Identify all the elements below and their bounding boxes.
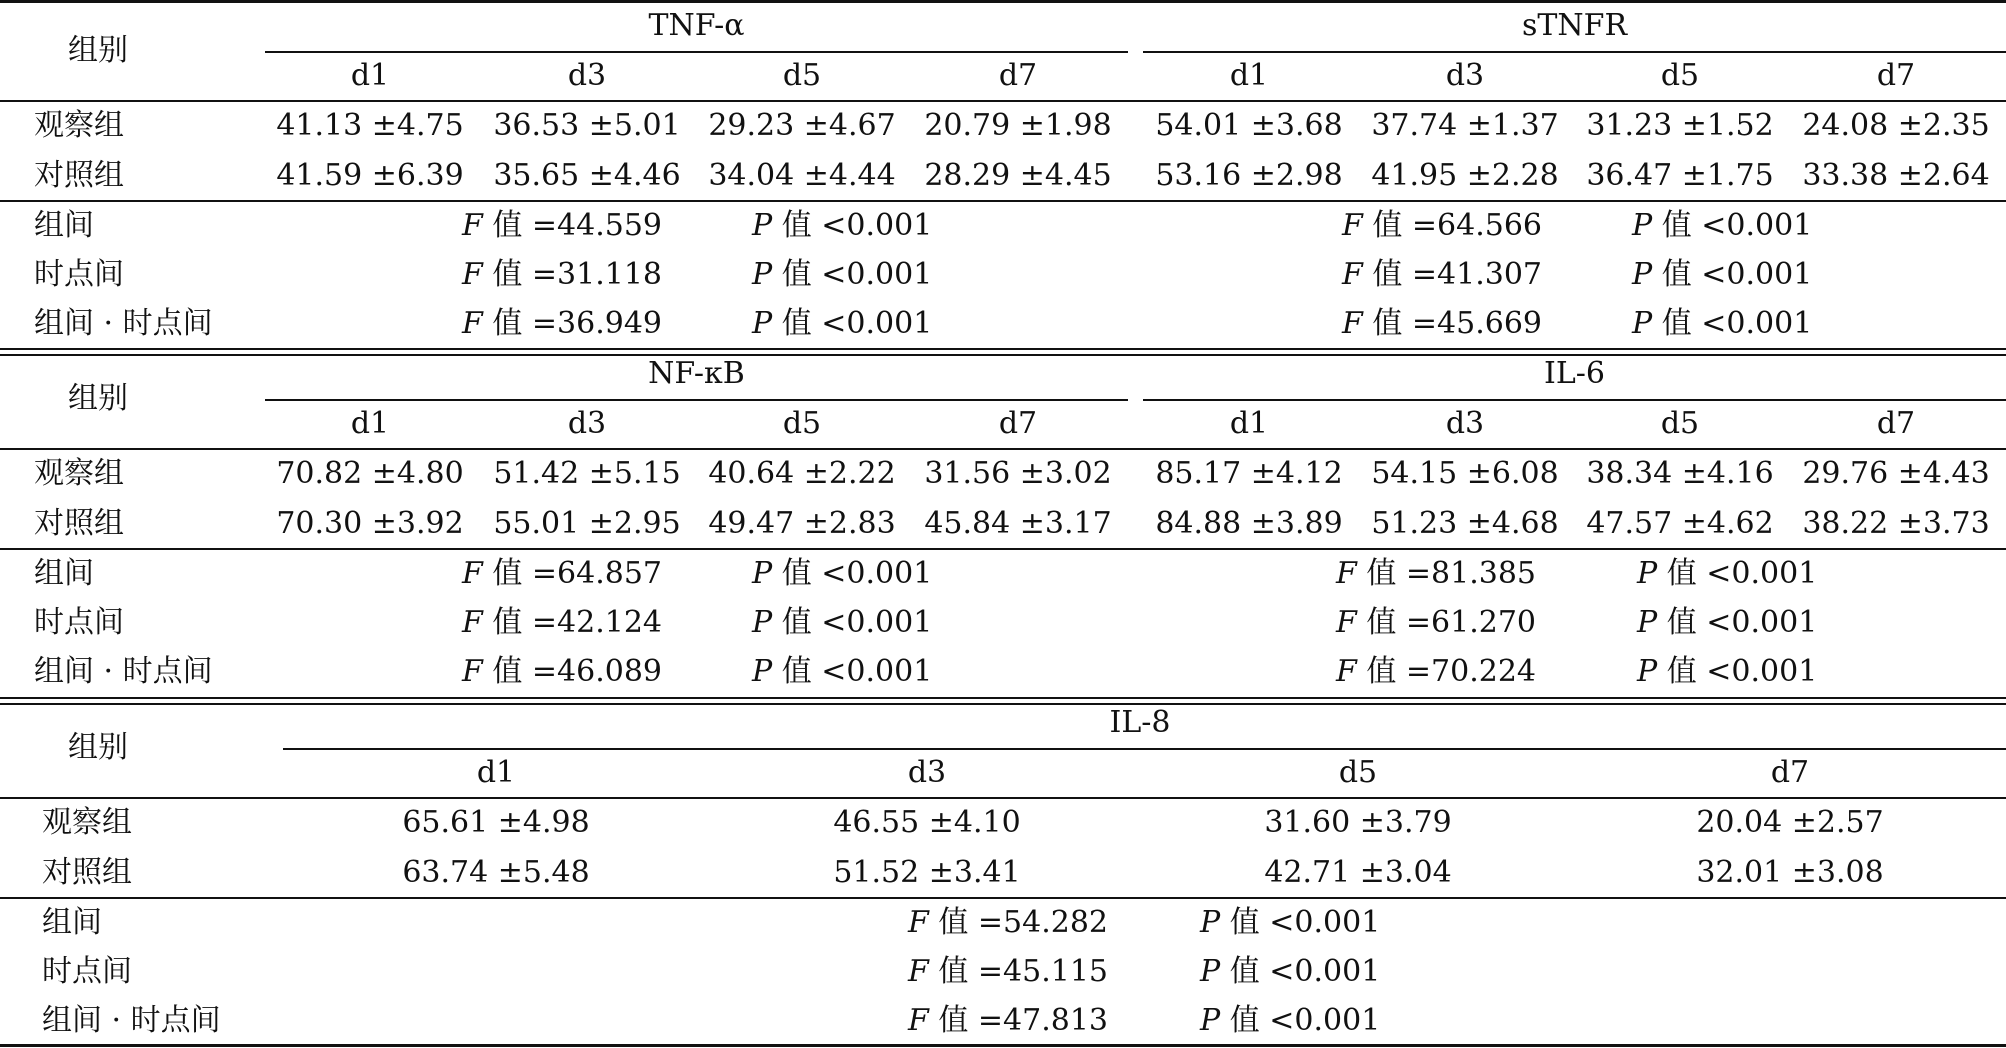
- data-cell: 63.74 ±5.48: [402, 855, 590, 890]
- p-value: [1632, 255, 1812, 295]
- stat-label: 时点间: [42, 954, 132, 989]
- day-header: d5: [782, 406, 822, 441]
- f-statistic-word: 值: [1362, 306, 1412, 341]
- data-cell: 20.79 ±1.98: [924, 108, 1112, 143]
- data-cell: 47.57 ±4.62: [1586, 506, 1774, 541]
- p-value-symbol: P: [752, 257, 773, 292]
- data-cell: 29.23 ±4.67: [708, 108, 896, 143]
- day-header: d3: [567, 58, 607, 93]
- stat-label: 组间 · 时点间: [34, 306, 213, 341]
- f-statistic: [1342, 304, 1542, 344]
- data-rule: [0, 548, 2006, 550]
- f-statistic-value: 70.224: [1431, 654, 1537, 689]
- f-statistic-value: 45.669: [1437, 306, 1543, 341]
- p-value-word: 值: [772, 556, 822, 591]
- p-value-symbol: P: [1632, 306, 1653, 341]
- data-cell: 29.76 ±4.43: [1802, 456, 1990, 491]
- p-value-operator: <: [821, 605, 847, 640]
- stat-label: 时点间: [34, 257, 124, 292]
- data-cell: 55.01 ±2.95: [493, 506, 681, 541]
- data-cell: 49.47 ±2.83: [708, 506, 896, 541]
- day-header: d7: [998, 406, 1038, 441]
- f-statistic-operator: =: [1411, 257, 1438, 292]
- day-header: d1: [1229, 406, 1269, 441]
- data-cell: 65.61 ±4.98: [402, 805, 590, 840]
- p-value-value: 0.001: [1294, 954, 1381, 989]
- p-value-symbol: P: [752, 654, 773, 689]
- f-statistic-word: 值: [482, 605, 532, 640]
- f-statistic: [908, 952, 1108, 992]
- f-statistic-symbol: F: [908, 1003, 929, 1038]
- section-double-rule: [0, 348, 2006, 350]
- bottom-rule: [0, 1044, 2006, 1047]
- f-statistic-word: 值: [928, 1003, 978, 1038]
- data-cell: 41.95 ±2.28: [1371, 158, 1559, 193]
- data-cell: 38.34 ±4.16: [1586, 456, 1774, 491]
- f-statistic-operator: =: [531, 306, 558, 341]
- data-cell: 36.47 ±1.75: [1586, 158, 1774, 193]
- f-statistic-operator: =: [531, 605, 558, 640]
- p-value-value: 0.001: [1731, 605, 1818, 640]
- p-value: [1200, 903, 1380, 943]
- day-header: d5: [1338, 755, 1378, 790]
- f-statistic: [462, 652, 662, 692]
- f-statistic-operator: =: [1405, 654, 1432, 689]
- f-statistic-value: 64.857: [557, 556, 663, 591]
- f-statistic-value: 45.115: [1003, 954, 1109, 989]
- data-cell: 36.53 ±5.01: [493, 108, 681, 143]
- p-value-word: 值: [1652, 257, 1702, 292]
- row-label: 观察组: [34, 456, 124, 491]
- f-statistic-symbol: F: [462, 654, 483, 689]
- f-statistic-symbol: F: [1336, 605, 1357, 640]
- data-cell: 84.88 ±3.89: [1155, 506, 1343, 541]
- f-statistic-value: 44.559: [557, 208, 663, 243]
- p-value-operator: <: [1706, 556, 1732, 591]
- p-value-word: 值: [772, 208, 822, 243]
- data-cell: 51.23 ±4.68: [1371, 506, 1559, 541]
- p-value-value: 0.001: [1731, 556, 1818, 591]
- row-label: 观察组: [34, 108, 124, 143]
- day-header: d3: [907, 755, 947, 790]
- f-statistic: [1342, 206, 1542, 246]
- p-value: [1637, 603, 1817, 643]
- p-value-operator: <: [821, 654, 847, 689]
- f-statistic: [908, 903, 1108, 943]
- p-value: [1637, 554, 1817, 594]
- f-statistic-value: 47.813: [1003, 1003, 1109, 1038]
- p-value-operator: <: [821, 306, 847, 341]
- f-statistic-word: 值: [1356, 654, 1406, 689]
- f-statistic-operator: =: [531, 257, 558, 292]
- stat-label: 组间: [42, 905, 102, 940]
- data-cell: 70.30 ±3.92: [276, 506, 464, 541]
- p-value-value: 0.001: [1726, 257, 1813, 292]
- f-statistic-word: 值: [1356, 605, 1406, 640]
- data-cell: 41.13 ±4.75: [276, 108, 464, 143]
- marker-header: IL-8: [1109, 705, 1171, 740]
- p-value-word: 值: [772, 605, 822, 640]
- p-value-operator: <: [1269, 905, 1295, 940]
- f-statistic-word: 值: [1362, 208, 1412, 243]
- f-statistic-symbol: F: [462, 257, 483, 292]
- data-cell: 20.04 ±2.57: [1696, 805, 1884, 840]
- f-statistic-symbol: F: [908, 954, 929, 989]
- f-statistic-value: 42.124: [557, 605, 663, 640]
- p-value-word: 值: [772, 306, 822, 341]
- header-rule: [0, 100, 2006, 102]
- marker-underline: [283, 748, 2006, 750]
- p-value-symbol: P: [1637, 654, 1658, 689]
- table-section: [0, 348, 2006, 696]
- p-value: [1632, 304, 1812, 344]
- header-rule: [0, 448, 2006, 450]
- marker-header: IL-6: [1544, 356, 1605, 391]
- data-cell: 38.22 ±3.73: [1802, 506, 1990, 541]
- day-header: d7: [998, 58, 1038, 93]
- stat-label: 组间: [34, 556, 94, 591]
- p-value-operator: <: [1701, 306, 1727, 341]
- p-value-symbol: P: [1637, 556, 1658, 591]
- f-statistic-word: 值: [928, 954, 978, 989]
- data-cell: 32.01 ±3.08: [1696, 855, 1884, 890]
- p-value-operator: <: [1706, 654, 1732, 689]
- p-value-word: 值: [1220, 954, 1270, 989]
- p-value-value: 0.001: [1731, 654, 1818, 689]
- p-value-word: 值: [772, 654, 822, 689]
- p-value-value: 0.001: [846, 257, 933, 292]
- f-statistic-operator: =: [977, 905, 1004, 940]
- day-header: d5: [782, 58, 822, 93]
- day-header: d3: [1445, 58, 1485, 93]
- day-header: d5: [1660, 406, 1700, 441]
- data-cell: 54.01 ±3.68: [1155, 108, 1343, 143]
- data-cell: 40.64 ±2.22: [708, 456, 896, 491]
- p-value-symbol: P: [752, 605, 773, 640]
- marker-underline: [265, 399, 1128, 401]
- p-value-value: 0.001: [846, 556, 933, 591]
- p-value: [752, 652, 932, 692]
- p-value-word: 值: [1657, 605, 1707, 640]
- stat-label: 组间 · 时点间: [42, 1003, 221, 1038]
- f-statistic-operator: =: [977, 1003, 1004, 1038]
- f-statistic: [462, 255, 662, 295]
- marker-underline: [1143, 51, 2006, 53]
- p-value-word: 值: [1220, 905, 1270, 940]
- f-statistic-word: 值: [928, 905, 978, 940]
- f-statistic-symbol: F: [462, 556, 483, 591]
- f-statistic-value: 61.270: [1431, 605, 1537, 640]
- data-cell: 31.56 ±3.02: [924, 456, 1112, 491]
- stat-label: 时点间: [34, 605, 124, 640]
- data-cell: 24.08 ±2.35: [1802, 108, 1990, 143]
- day-header: d1: [476, 755, 516, 790]
- row-label: 对照组: [42, 855, 132, 890]
- f-statistic-symbol: F: [462, 605, 483, 640]
- p-value-symbol: P: [1200, 954, 1221, 989]
- p-value-value: 0.001: [846, 654, 933, 689]
- data-cell: 51.42 ±5.15: [493, 456, 681, 491]
- f-statistic: [462, 554, 662, 594]
- data-cell: 31.23 ±1.52: [1586, 108, 1774, 143]
- f-statistic-operator: =: [1405, 605, 1432, 640]
- marker-header: sTNFR: [1521, 8, 1628, 43]
- day-header: d1: [1229, 58, 1269, 93]
- f-statistic-value: 54.282: [1003, 905, 1109, 940]
- p-value-word: 值: [1652, 306, 1702, 341]
- marker-underline: [1143, 399, 2006, 401]
- p-value-value: 0.001: [1294, 905, 1381, 940]
- p-value-operator: <: [1269, 954, 1295, 989]
- data-cell: 41.59 ±6.39: [276, 158, 464, 193]
- f-statistic-word: 值: [1356, 556, 1406, 591]
- p-value-operator: <: [821, 208, 847, 243]
- f-statistic-word: 值: [482, 556, 532, 591]
- p-value-word: 值: [772, 257, 822, 292]
- p-value: [1200, 952, 1380, 992]
- p-value-operator: <: [1701, 208, 1727, 243]
- group-label: 组别: [68, 33, 128, 68]
- day-header: d1: [350, 58, 390, 93]
- p-value-symbol: P: [1632, 257, 1653, 292]
- table-section: [0, 697, 2006, 1045]
- p-value: [752, 304, 932, 344]
- day-header: d7: [1876, 406, 1916, 441]
- f-statistic-operator: =: [1411, 306, 1438, 341]
- f-statistic-word: 值: [482, 257, 532, 292]
- p-value-operator: <: [821, 257, 847, 292]
- day-header: d7: [1770, 755, 1810, 790]
- group-label: 组别: [68, 381, 128, 416]
- data-cell: 34.04 ±4.44: [708, 158, 896, 193]
- f-statistic-value: 46.089: [557, 654, 663, 689]
- day-header: d7: [1876, 58, 1916, 93]
- f-statistic-value: 81.385: [1431, 556, 1537, 591]
- p-value: [752, 554, 932, 594]
- marker-header: NF-κB: [648, 356, 745, 391]
- f-statistic-word: 值: [482, 208, 532, 243]
- f-statistic: [462, 304, 662, 344]
- f-statistic-operator: =: [531, 556, 558, 591]
- data-cell: 53.16 ±2.98: [1155, 158, 1343, 193]
- p-value-symbol: P: [752, 556, 773, 591]
- f-statistic: [462, 206, 662, 246]
- p-value-operator: <: [1701, 257, 1727, 292]
- f-statistic-symbol: F: [1342, 257, 1363, 292]
- f-statistic-operator: =: [1405, 556, 1432, 591]
- data-cell: 51.52 ±3.41: [833, 855, 1021, 890]
- data-cell: 37.74 ±1.37: [1371, 108, 1559, 143]
- stat-label: 组间 · 时点间: [34, 654, 213, 689]
- p-value-operator: <: [821, 556, 847, 591]
- p-value-value: 0.001: [846, 306, 933, 341]
- f-statistic-symbol: F: [1342, 306, 1363, 341]
- row-label: 对照组: [34, 506, 124, 541]
- p-value-symbol: P: [1637, 605, 1658, 640]
- p-value-value: 0.001: [1294, 1003, 1381, 1038]
- f-statistic-operator: =: [531, 208, 558, 243]
- data-cell: 45.84 ±3.17: [924, 506, 1112, 541]
- data-rule: [0, 200, 2006, 202]
- data-cell: 33.38 ±2.64: [1802, 158, 1990, 193]
- p-value-value: 0.001: [1726, 306, 1813, 341]
- p-value-value: 0.001: [846, 605, 933, 640]
- f-statistic: [1336, 652, 1536, 692]
- row-label: 观察组: [42, 805, 132, 840]
- p-value: [1200, 1001, 1380, 1041]
- p-value-symbol: P: [752, 306, 773, 341]
- stat-label: 组间: [34, 208, 94, 243]
- f-statistic: [908, 1001, 1108, 1041]
- p-value-word: 值: [1220, 1003, 1270, 1038]
- day-header: d5: [1660, 58, 1700, 93]
- f-statistic-operator: =: [1411, 208, 1438, 243]
- f-statistic-value: 64.566: [1437, 208, 1543, 243]
- f-statistic-word: 值: [1362, 257, 1412, 292]
- f-statistic-symbol: F: [1336, 556, 1357, 591]
- f-statistic-operator: =: [977, 954, 1004, 989]
- p-value: [752, 603, 932, 643]
- data-cell: 35.65 ±4.46: [493, 158, 681, 193]
- table-section: [0, 0, 2006, 348]
- f-statistic: [1336, 554, 1536, 594]
- p-value-word: 值: [1657, 556, 1707, 591]
- p-value-word: 值: [1652, 208, 1702, 243]
- f-statistic-symbol: F: [1336, 654, 1357, 689]
- f-statistic-symbol: F: [462, 208, 483, 243]
- p-value: [1632, 206, 1812, 246]
- section-double-rule: [0, 697, 2006, 699]
- data-cell: 31.60 ±3.79: [1264, 805, 1452, 840]
- p-value-word: 值: [1657, 654, 1707, 689]
- data-cell: 54.15 ±6.08: [1371, 456, 1559, 491]
- f-statistic-word: 值: [482, 654, 532, 689]
- p-value: [752, 255, 932, 295]
- day-header: d1: [350, 406, 390, 441]
- data-rule: [0, 897, 2006, 899]
- f-statistic-operator: =: [531, 654, 558, 689]
- day-header: d3: [1445, 406, 1485, 441]
- f-statistic-word: 值: [482, 306, 532, 341]
- p-value-operator: <: [1269, 1003, 1295, 1038]
- day-header: d3: [567, 406, 607, 441]
- group-label: 组别: [68, 730, 128, 765]
- row-label: 对照组: [34, 158, 124, 193]
- p-value-symbol: P: [1200, 905, 1221, 940]
- f-statistic-value: 36.949: [557, 306, 663, 341]
- data-cell: 28.29 ±4.45: [924, 158, 1112, 193]
- data-cell: 42.71 ±3.04: [1264, 855, 1452, 890]
- marker-header: TNF-α: [648, 8, 745, 43]
- p-value-value: 0.001: [1726, 208, 1813, 243]
- p-value-operator: <: [1706, 605, 1732, 640]
- f-statistic-symbol: F: [462, 306, 483, 341]
- p-value-value: 0.001: [846, 208, 933, 243]
- top-rule: [0, 0, 2006, 3]
- p-value-symbol: P: [1632, 208, 1653, 243]
- f-statistic: [1342, 255, 1542, 295]
- header-rule: [0, 797, 2006, 799]
- p-value: [1637, 652, 1817, 692]
- f-statistic: [1336, 603, 1536, 643]
- data-cell: 85.17 ±4.12: [1155, 456, 1343, 491]
- f-statistic-symbol: F: [1342, 208, 1363, 243]
- marker-underline: [265, 51, 1128, 53]
- p-value: [752, 206, 932, 246]
- data-cell: 70.82 ±4.80: [276, 456, 464, 491]
- data-cell: 46.55 ±4.10: [833, 805, 1021, 840]
- p-value-symbol: P: [1200, 1003, 1221, 1038]
- f-statistic-value: 41.307: [1437, 257, 1543, 292]
- p-value-symbol: P: [752, 208, 773, 243]
- f-statistic-symbol: F: [908, 905, 929, 940]
- f-statistic: [462, 603, 662, 643]
- f-statistic-value: 31.118: [557, 257, 663, 292]
